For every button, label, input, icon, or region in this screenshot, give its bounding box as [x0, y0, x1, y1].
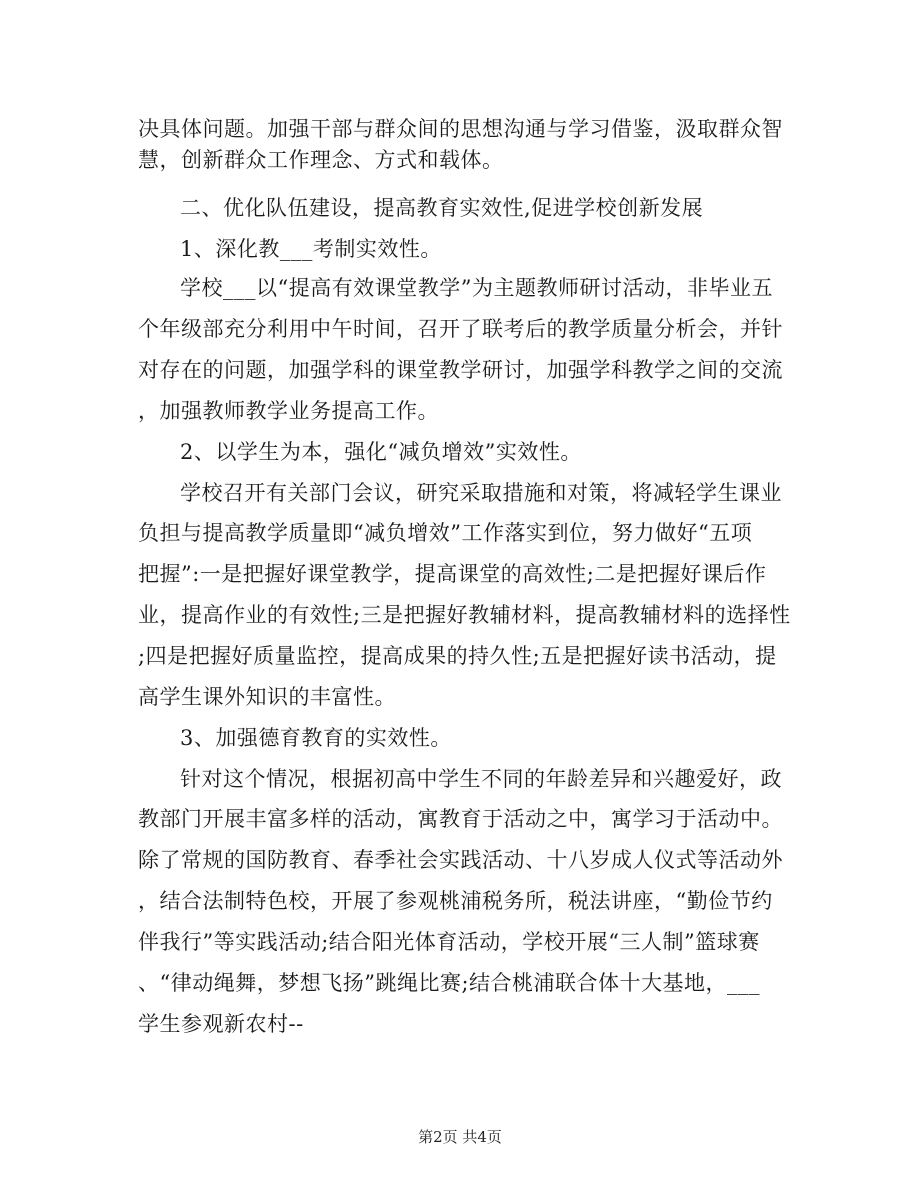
text-line: 教部门开展丰富多样的活动，寓教育于活动之中，寓学习于活动中。 — [138, 807, 783, 831]
text-line: 学生参观新农村-- — [138, 1012, 304, 1036]
text-line: 对存在的问题，加强学科的课堂教学研讨，加强学科教学之间的交流 — [138, 358, 783, 382]
text-line: 个年级部充分利用中午时间，召开了联考后的教学质量分析会，并针 — [138, 317, 783, 341]
text-line: 慧，创新群众工作理念、方式和载体。 — [138, 148, 504, 172]
text-line: 负担与提高教学质量即“减负增效”工作落实到位，努力做好“五项 — [138, 521, 753, 545]
text-line: 伴我行”等实践活动;结合阳光体育活动，学校开展“三人制”篮球赛 — [138, 930, 760, 954]
text-line: 决具体问题。加强干部与群众间的思想沟通与学习借鉴，汲取群众智 — [138, 117, 783, 141]
text-line: 针对这个情况，根据初高中学生不同的年龄差异和兴趣爱好，政 — [180, 767, 782, 791]
text-line: 除了常规的国防教育、春季社会实践活动、十八岁成人仪式等活动外 — [138, 848, 783, 872]
text-line: ;四是把握好质量监控，提高成果的持久性;五是把握好读书活动，提 — [138, 644, 777, 668]
text-line: 、“律动绳舞，梦想飞扬”跳绳比赛;结合桃浦联合体十大基地，___ — [138, 971, 761, 995]
text-line: 高学生课外知识的丰富性。 — [138, 685, 396, 709]
text-line: ，结合法制特色校，开展了参观桃浦税务所，税法讲座，“勤俭节约 — [138, 889, 773, 913]
section-heading: 二、优化队伍建设，提高教育实效性,促进学校创新发展 — [180, 196, 704, 220]
text-line: 学校召开有关部门会议，研究采取措施和对策，将减轻学生课业 — [180, 481, 782, 505]
text-line: 业，提高作业的有效性;三是把握好教辅材料，提高教辅材料的选择性 — [138, 603, 791, 627]
subsection-heading: 1、深化教___考制实效性。 — [180, 237, 442, 261]
text-line: 把握”:一是把握好课堂教学，提高课堂的高效性;二是把握好课后作 — [138, 562, 767, 586]
text-line: 学校___以“提高有效课堂教学”为主题教师研讨活动，非毕业五 — [180, 276, 773, 300]
subsection-heading: 3、加强德育教育的实效性。 — [180, 726, 452, 750]
page-number-footer: 第2页 共4页 — [418, 1128, 502, 1146]
subsection-heading: 2、以学生为本，强化“减负增效”实效性。 — [180, 440, 582, 464]
text-line: ，加强教师教学业务提高工作。 — [138, 399, 439, 423]
